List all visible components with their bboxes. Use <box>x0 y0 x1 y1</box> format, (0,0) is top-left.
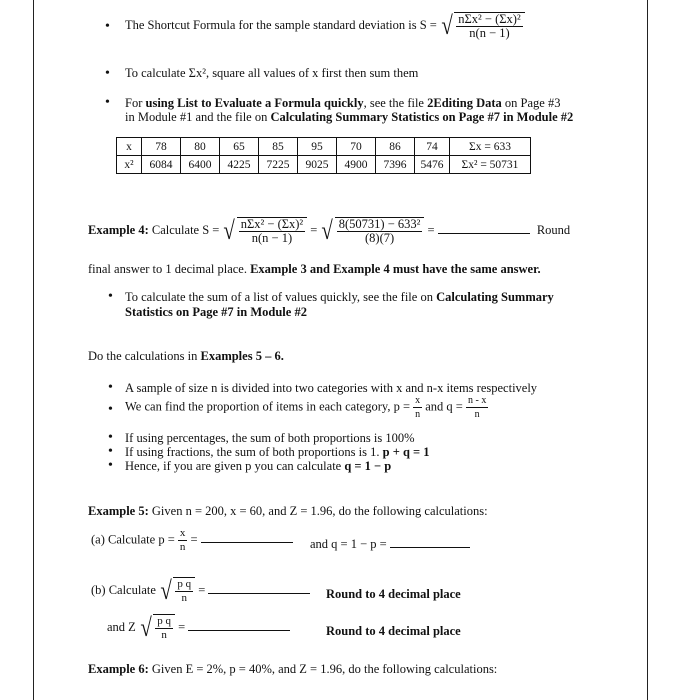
example4-label: Example 4: <box>88 222 149 237</box>
hence-line: Hence, if you are given p you can calculate q = 1 − p <box>125 459 392 473</box>
page-border-right <box>647 0 648 700</box>
sample-divided-text: A sample of size n is divided into two categories with x and n-x items respectively <box>125 381 538 395</box>
example5-part-a: (a) Calculate p = $\frac{x}{n}$ = <box>91 527 293 554</box>
round-4-label-b: Round to 4 decimal place <box>326 587 461 601</box>
sqrt-formula: √ $\frac{\text{nΣx² − (Σx)²}}{n(n - 1)}$ <box>440 12 525 40</box>
sum-squares-text: To calculate Σx², square all values of x first then sum them <box>125 66 419 80</box>
example5-part-b: (b) Calculate √ $\frac{\text{p q}}{n}$ = <box>91 577 310 605</box>
shortcut-formula-line <box>125 12 525 40</box>
q-answer-blank[interactable] <box>390 547 470 548</box>
example4-answer-blank[interactable] <box>438 233 530 234</box>
c-answer-blank[interactable] <box>188 630 290 631</box>
shortcut-formula-text: The Shortcut Formula for the sample standard deviation is S = <box>125 17 437 32</box>
p-answer-blank[interactable] <box>201 542 293 543</box>
example4-line: Example 4: Calculate S = √ $\frac{\text{nΣx² − (Σx)²}}{n(n - 1)}$ = √ $\frac{\text{8(50731) − 633²}}{(8)(7)}$ = Round <box>88 216 571 245</box>
bullet-icon: • <box>108 458 113 473</box>
bullet-icon: • <box>108 402 113 417</box>
sum-bullet-line1: To calculate the sum of a list of values quickly, see the file on Calculating Summary <box>125 290 554 304</box>
bullet-icon: • <box>105 95 110 110</box>
percentages-text: If using percentages, the sum of both proportions is 100% <box>125 431 415 445</box>
round-4-label-c: Round to 4 decimal place <box>326 624 461 638</box>
example6-label: Example 6: <box>88 662 149 676</box>
proportion-line: We can find the proportion of items in each category, p = $\frac{x}{n}$ and q = $\frac{n - x}{n}$ <box>125 395 487 420</box>
bullet-icon: • <box>108 430 113 445</box>
example6-line: Example 6: Given E = 2%, p = 40%, and Z = 1.96, do the following calculations: <box>88 662 498 676</box>
bullet-icon: • <box>108 289 113 304</box>
bullet-icon: • <box>105 66 110 81</box>
sd-fraction: $\frac{\text{nΣx² − (Σx)²}}{n(n - 1)}$ <box>458 12 521 40</box>
bullet-icon: • <box>108 444 113 459</box>
table-row-x: x 78 80 65 85 95 70 86 74 Σx = 633 <box>117 138 531 156</box>
sum-bullet-line2: Statistics on Page #7 in Module #2 <box>125 305 307 319</box>
example4-sqrt1: √ $\frac{\text{nΣx² − (Σx)²}}{n(n - 1)}$ <box>222 217 307 245</box>
bullet-icon: • <box>108 380 113 395</box>
fractions-line: If using fractions, the sum of both proportions is 1. p + q = 1 <box>125 445 430 459</box>
list-formula-line1: For using List to Evaluate a Formula quickly, see the file 2Editing Data on Page #3 <box>125 96 561 110</box>
list-formula-line2: in Module #1 and the file on Calculating Summary Statistics on Page #7 in Module #2 <box>125 110 574 124</box>
example5-label: Example 5: <box>88 504 149 518</box>
data-table <box>116 137 531 174</box>
example4-line2: final answer to 1 decimal place. Example 3 and Example 4 must have the same answer. <box>88 262 541 276</box>
table-row-x-squared: x² 6084 6400 4225 7225 9025 4900 7396 5476 Σx² = 50731 <box>117 156 531 174</box>
example5-line: Example 5: Given n = 200, x = 60, and Z = 1.96, do the following calculations: <box>88 504 488 518</box>
b-answer-blank[interactable] <box>208 593 310 594</box>
bullet-icon: • <box>105 19 110 34</box>
example4-sqrt2: √ $\frac{\text{8(50731) − 633²}}{(8)(7)}$ <box>320 217 424 245</box>
example5-q: and q = 1 − p = <box>310 537 470 552</box>
do-calculations-heading: Do the calculations in Examples 5 – 6. <box>88 349 284 363</box>
example5-part-c: and Z √ $\frac{\text{p q}}{n}$ = <box>107 614 290 642</box>
page-border-left <box>33 0 34 700</box>
